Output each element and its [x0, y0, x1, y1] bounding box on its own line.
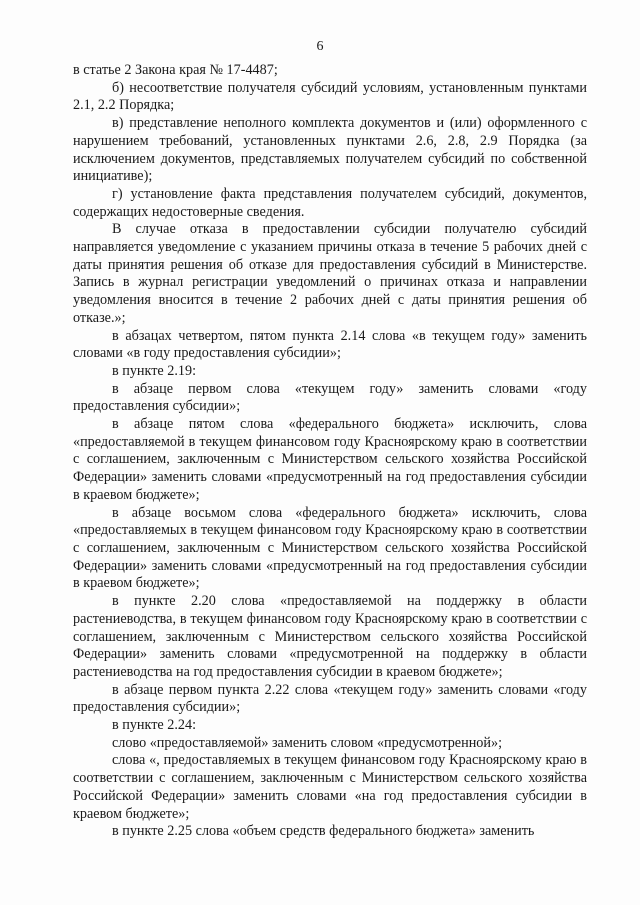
paragraph: б) несоответствие получателя субсидий условиям, установленным пунктами 2.1, 2.2 Порядка;: [73, 79, 587, 114]
paragraph: в пункте 2.24:: [112, 717, 197, 734]
paragraph: в абзацах четвертом, пятом пункта 2.14 слова «в текущем году» заменить словами «в году предоставления субсидии»;: [73, 327, 587, 362]
paragraph: слово «предоставляемой» заменить словом «предусмотренной»;: [112, 734, 503, 751]
paragraph: в абзаце пятом слова «федерального бюджета» исключить, слова «предоставляемой в текущем финансовом году Красноярскому краю в соответствии с соглашением, заключенным с Министерством сельского хозяйства Российской Федерации» заменить словами «предусмотренный на год предоставления субсидии в краевом бюджете»;: [73, 416, 587, 503]
paragraph: в абзаце первом пункта 2.22 слова «текущем году» заменить словами «году предоставления субсидии»;: [73, 681, 587, 716]
paragraph: в пункте 2.19:: [112, 362, 197, 379]
paragraph: в абзаце первом слова «текущем году» заменить словами «году предоставления субсидии»;: [73, 380, 587, 415]
paragraph: В случае отказа в предоставлении субсидии получателю субсидий направляется уведомление с указанием причины отказа в течение 5 рабочих дней с даты принятия решения об отказе для предоставления субсидий в Министерстве. Запись в журнал регистрации уведомлений о причинах отказа и направлении уведомления вносится в течение 2 рабочих дней с даты принятия решения об отказе.»;: [73, 221, 587, 326]
paragraph: в статье 2 Закона края № 17-4487;: [73, 62, 278, 78]
paragraph: в пункте 2.20 слова «предоставляемой на поддержку в области растениеводства, в текущем финансовом году Красноярскому краю в соответствии с соглашением, заключенным с Министерством сельского хозяйства Российской Федерации» заменить словами «предусмотренной на поддержку в области растениеводства на год предоставления субсидии в краевом бюджете»;: [73, 593, 587, 680]
paragraph: в абзаце восьмом слова «федерального бюджета» исключить, слова «предоставляемых в текущем финансовом году Красноярскому краю в соответствии с соглашением, заключенным с Министерством сельского хозяйства Российской Федерации» заменить словами «предусмотренный на год предоставления субсидии в краевом бюджете»;: [73, 504, 587, 592]
paragraph: слова «, предоставляемых в текущем финансовом году Красноярскому краю в соответствии с соглашением, заключенным с Министерством сельского хозяйства Российской Федерации» заменить словами «на год предоставления субсидии в краевом бюджете»;: [73, 752, 587, 822]
paragraph: в пункте 2.25 слова «объем средств федерального бюджета» заменить: [112, 823, 535, 840]
document-body: [73, 62, 587, 841]
paragraph: г) установление факта представления получателем субсидий, документов, содержащих недостоверные сведения.: [73, 185, 587, 220]
paragraph: в) представление неполного комплекта документов и (или) оформленного с нарушением требований, установленных пунктами 2.6, 2.8, 2.9 Порядка (за исключением документов, представляемых получателем субсидий по собственной инициативе);: [73, 115, 587, 185]
page-number: 6: [316, 39, 324, 54]
